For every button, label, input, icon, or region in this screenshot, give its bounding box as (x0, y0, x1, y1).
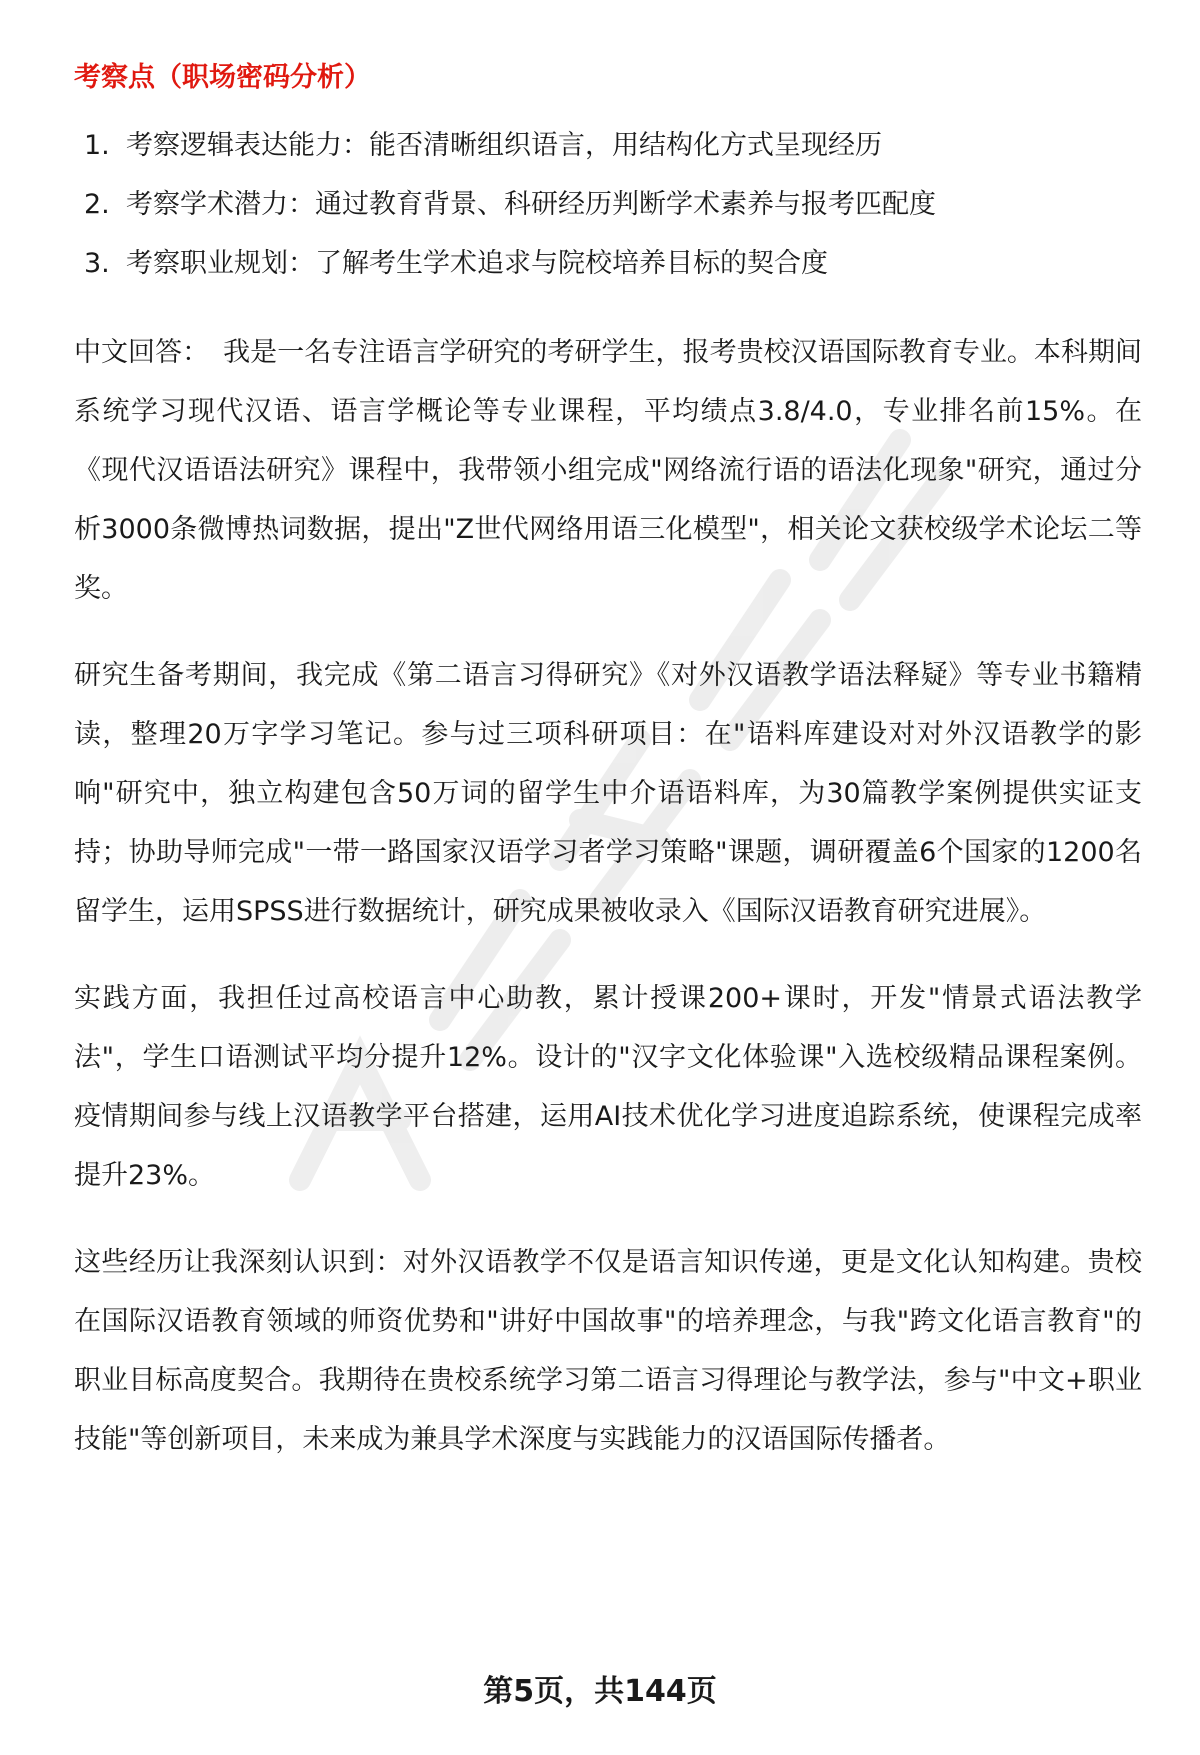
assessment-points-list (74, 116, 1142, 293)
answer-paragraph-text: 我是一名专注语言学研究的考研学生，报考贵校汉语国际教育专业。本科期间系统学习现代汉语、语言学概论等专业课程，平均绩点3.8/4.0，专业排名前15%。在《现代汉语语法研究》课程中，我带领小组完成"网络流行语的语法化现象"研究，通过分析3000条微博热词数据，提出"Z世代网络用语三化模型"，相关论文获校级学术论坛二等奖。 (74, 337, 1143, 604)
list-item-number: 2. (84, 189, 110, 220)
section-title: 考察点（职场密码分析） (74, 62, 371, 93)
page-footer: 第5页，共144页 (483, 1674, 717, 1709)
list-item (84, 116, 1142, 175)
answer-paragraph: 这些经历让我深刻认识到：对外汉语教学不仅是语言知识传递，更是文化认知构建。贵校在国际汉语教育领域的师资优势和"讲好中国故事"的培养理念，与我"跨文化语言教育"的职业目标高度契合。我期待在贵校系统学习第二语言习得理论与教学法，参与"中文+职业技能"等创新项目，未来成为兼具学术深度与实践能力的汉语国际传播者。 (74, 1247, 1142, 1455)
answer-paragraph (74, 323, 1142, 618)
document-content (74, 58, 1142, 1469)
list-item-number: 3. (84, 248, 110, 279)
list-item-text: 考察逻辑表达能力：能否清晰组织语言，用结构化方式呈现经历 (126, 130, 882, 161)
answer-paragraph: 研究生备考期间，我完成《第二语言习得研究》《对外汉语教学语法释疑》等专业书籍精读，整理20万字学习笔记。参与过三项科研项目：在"语料库建设对对外汉语教学的影响"研究中，独立构建包含50万词的留学生中介语语料库，为30篇教学案例提供实证支持；协助导师完成"一带一路国家汉语学习者学习策略"课题，调研覆盖6个国家的1200名留学生，运用SPSS进行数据统计，研究成果被收录入《国际汉语教育研究进展》。 (74, 660, 1142, 927)
answer-paragraph: 实践方面，我担任过高校语言中心助教，累计授课200+课时，开发"情景式语法教学法"，学生口语测试平均分提升12%。设计的"汉字文化体验课"入选校级精品课程案例。疫情期间参与线上汉语教学平台搭建，运用AI技术优化学习进度追踪系统，使课程完成率提升23%。 (74, 983, 1142, 1191)
list-item (84, 175, 1142, 234)
list-item-text: 考察职业规划：了解考生学术追求与院校培养目标的契合度 (126, 248, 828, 279)
list-item-number: 1. (84, 130, 110, 161)
list-item (84, 234, 1142, 293)
list-item-text: 考察学术潜力：通过教育背景、科研经历判断学术素养与报考匹配度 (126, 189, 936, 220)
answer-lead-label: 中文回答： (74, 337, 210, 368)
